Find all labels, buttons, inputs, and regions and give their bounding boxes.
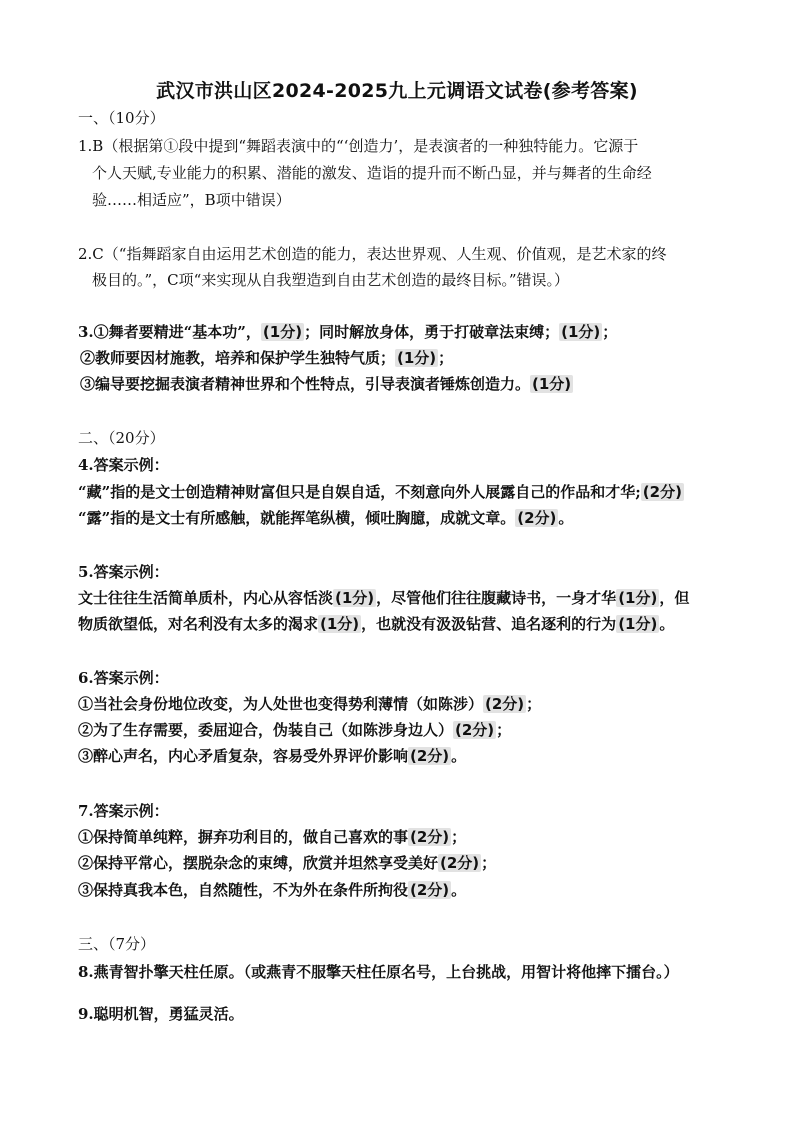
score-badge: (1分) <box>561 323 601 341</box>
score-badge: (1分) <box>618 615 658 633</box>
q5-line-1-text-a: 文士往往生活简单质朴，内心从容恬淡 <box>78 589 334 607</box>
score-badge: (2分) <box>517 509 557 527</box>
q5-line-1-text-c: ，但 <box>659 589 690 607</box>
q7-line-2 <box>78 853 496 873</box>
q7-line-2-end: ； <box>481 854 497 872</box>
score-badge: (2分) <box>410 881 450 899</box>
q1-line-3: 验……相适应”，B项中错误） <box>92 191 291 209</box>
q3-line-1-text-a: 3.①舞者要精进“基本功”， <box>78 323 261 341</box>
q3-line-1-text-b: ；同时解放身体，勇于打破章法束缚； <box>304 323 560 341</box>
q6-line-1-text: ①当社会身份地位改变，为人处世也变得势利薄情（如陈涉） <box>78 695 484 713</box>
q1-line-2: 个人天赋,专业能力的积累、潜能的激发、造诣的提升而不断凸显，并与舞者的生命经 <box>92 164 652 182</box>
score-badge: (1分) <box>618 589 658 607</box>
score-badge: (2分) <box>410 828 450 846</box>
q4-heading: 4.答案示例： <box>78 456 169 474</box>
q6-line-3-end: 。 <box>451 747 467 765</box>
score-badge: (2分) <box>410 747 450 765</box>
q8-answer: 8.燕青智扑擎天柱任原。（或燕青不服擎天柱任原名号，上台挑战，用智计将他摔下擂台。） <box>78 963 679 981</box>
q4-line-1-text: “藏”指的是文士创造精神财富但只是自娱自适，不刻意向外人展露自己的作品和才华; <box>78 483 641 501</box>
q2-line-2: 极目的。”，C项“来实现从自我塑造到自由艺术创造的最终目标。”错误。） <box>92 271 569 289</box>
q1-line-1: 1.B（根据第①段中提到“舞蹈表演中的“‘创造力’，是表演者的一种独特能力。它源于 <box>78 137 639 155</box>
q7-line-1-text: ①保持简单纯粹，摒弃功利目的，做自己喜欢的事 <box>78 828 409 846</box>
q4-line-2-text: “露”指的是文士有所感触，就能挥笔纵横，倾吐胸臆，成就文章。 <box>78 509 516 527</box>
q5-line-2-text-a: 物质欲望低，对名利没有太多的渴求 <box>78 615 319 633</box>
q4-line-1 <box>78 482 684 502</box>
q5-line-2 <box>78 614 674 634</box>
q5-line-2-text-c: 。 <box>659 615 675 633</box>
score-badge: (1分) <box>335 589 375 607</box>
q7-line-2-text: ②保持平常心，摆脱杂念的束缚，欣赏并坦然享受美好 <box>78 854 439 872</box>
q7-line-3-text: ③保持真我本色，自然随性，不为外在条件所拘役 <box>78 881 409 899</box>
score-badge: (2分) <box>485 695 525 713</box>
q3-line-2-text-b: ； <box>438 349 454 367</box>
q4-line-2-end: 。 <box>558 509 574 527</box>
q3-line-2-text-a: ②教师要因材施教，培养和保护学生独特气质； <box>80 349 396 367</box>
q6-line-2-end: ； <box>496 721 512 739</box>
q6-line-3-text: ③醉心声名，内心矛盾复杂，容易受外界评价影响 <box>78 747 409 765</box>
q4-line-2 <box>78 508 573 528</box>
score-badge: (2分) <box>642 483 682 501</box>
q7-heading: 7.答案示例： <box>78 802 169 820</box>
q3-line-2 <box>80 348 453 368</box>
score-badge: (2分) <box>455 721 495 739</box>
q2-line-1: 2.C（“指舞蹈家自由运用艺术创造的能力，表达世界观、人生观、价值观，是艺术家的终 <box>78 245 667 263</box>
q7-line-1-end: ； <box>451 828 467 846</box>
score-badge: (2分) <box>440 854 480 872</box>
q7-line-1 <box>78 827 466 847</box>
q7-line-3-end: 。 <box>451 881 467 899</box>
q5-line-1 <box>78 588 689 608</box>
q3-line-3 <box>80 374 573 394</box>
q5-line-2-text-b: ，也就没有汲汲钻营、追名逐利的行为 <box>361 615 617 633</box>
section-2-header: 二、（20分） <box>78 429 165 447</box>
score-badge: (1分) <box>320 615 360 633</box>
q7-line-3 <box>78 880 466 900</box>
score-badge: (1分) <box>397 349 437 367</box>
q9-answer: 9.聪明机智，勇猛灵活。 <box>78 1005 244 1023</box>
score-badge: (1分) <box>262 323 303 341</box>
q3-line-3-text-a: ③编导要挖掘表演者精神世界和个性特点，引导表演者锤炼创造力。 <box>80 375 531 393</box>
page-title: 武汉市洪山区2024-2025九上元调语文试卷(参考答案) <box>156 80 638 102</box>
section-1-header: 一、（10分） <box>78 109 165 127</box>
q5-heading: 5.答案示例： <box>78 563 169 581</box>
q5-line-1-text-b: ，尽管他们往往腹藏诗书，一身才华 <box>376 589 617 607</box>
q6-line-2 <box>78 720 511 740</box>
score-badge: (1分) <box>532 375 572 393</box>
q6-line-2-text: ②为了生存需要，委屈迎合，伪装自己（如陈涉身边人） <box>78 721 454 739</box>
q6-heading: 6.答案示例： <box>78 669 169 687</box>
q3-line-1 <box>78 322 617 342</box>
q3-line-1-text-c: ； <box>602 323 618 341</box>
section-3-header: 三、（7分） <box>78 935 156 953</box>
q6-line-3 <box>78 746 466 766</box>
q6-line-1 <box>78 694 541 714</box>
q6-line-1-end: ； <box>526 695 542 713</box>
